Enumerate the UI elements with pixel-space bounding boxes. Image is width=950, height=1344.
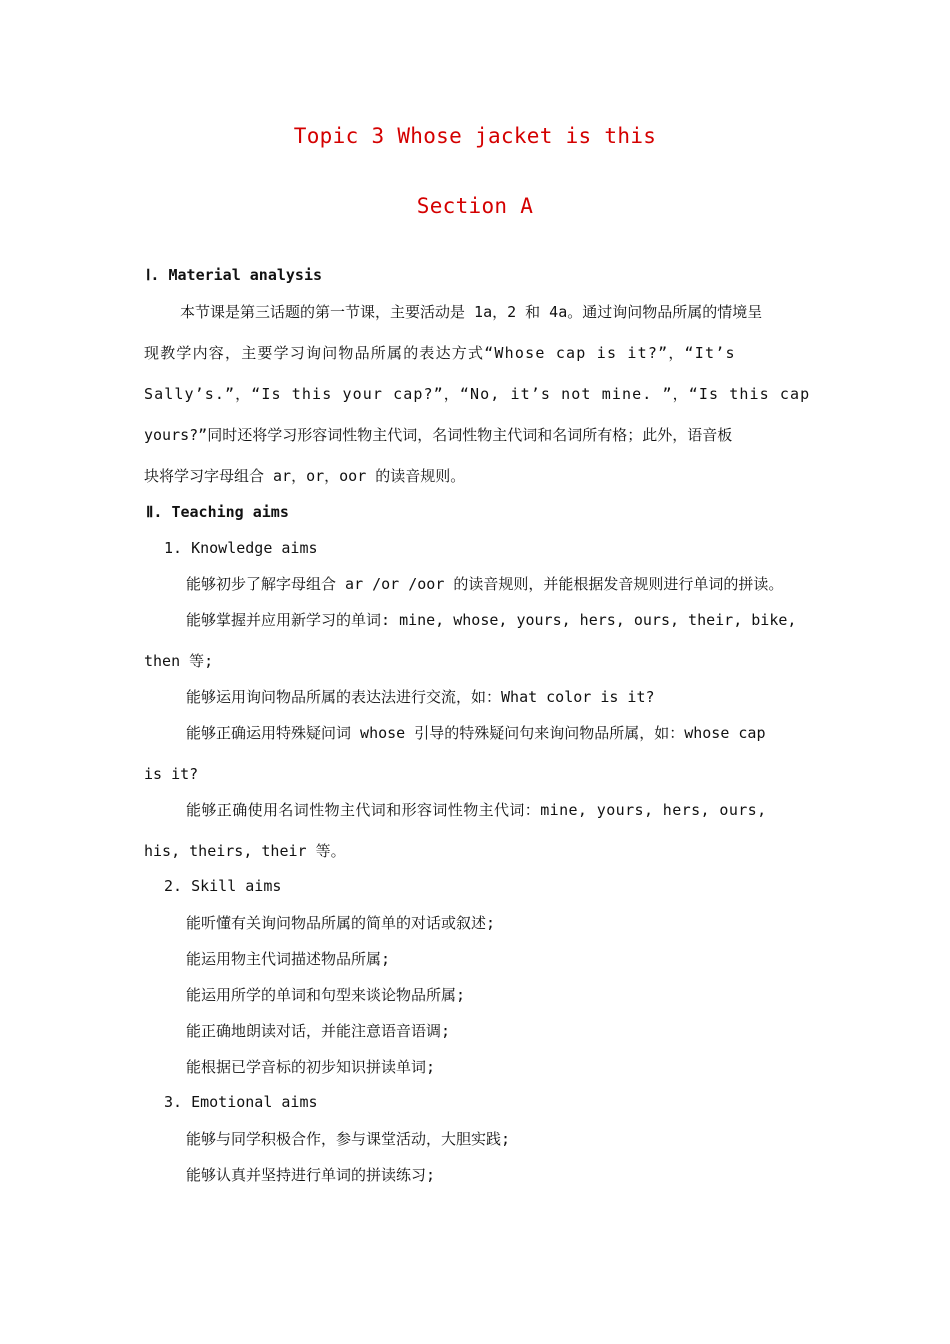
knowledge-line: 能够掌握并应用新学习的单词: mine, whose, yours, hers, ours, their, bike, — [186, 611, 797, 629]
knowledge-line: 能够运用询问物品所属的表达法进行交流，如：What color is it? — [186, 688, 655, 706]
knowledge-line: then 等; — [144, 652, 214, 670]
document-title: Topic 3 Whose jacket is this — [293, 124, 657, 148]
skill-line: 能运用物主代词描述物品所属; — [186, 950, 391, 968]
knowledge-line: 能够正确运用特殊疑问词 whose 引导的特殊疑问句来询问物品所属，如：whose cap — [186, 724, 766, 742]
material-line: 本节课是第三话题的第一节课，主要活动是 1a，2 和 4a。通过询问物品所属的情境呈 — [180, 303, 763, 321]
skill-line: 能正确地朗读对话，并能注意语音语调; — [186, 1022, 451, 1040]
knowledge-aims-label: 1. Knowledge aims — [164, 539, 318, 557]
material-line: yours?”同时还将学习形容词性物主代词，名词性物主代词和名词所有格；此外，语音板 — [144, 426, 733, 444]
knowledge-line: 能够正确使用名词性物主代词和形容词性物主代词：mine, yours, hers, ours, — [186, 801, 767, 819]
skill-aims-label: 2. Skill aims — [164, 877, 282, 895]
material-line: 现教学内容，主要学习询问物品所属的表达方式“Whose cap is it?”，“It’s — [144, 344, 736, 362]
skill-line: 能根据已学音标的初步知识拼读单词; — [186, 1058, 436, 1076]
knowledge-line: his, theirs, their 等。 — [144, 842, 346, 860]
emotional-line: 能够认真并坚持进行单词的拼读练习; — [186, 1166, 436, 1184]
knowledge-line: is it? — [144, 765, 199, 783]
skill-line: 能运用所学的单词和句型来谈论物品所属; — [186, 986, 466, 1004]
aims-heading: Ⅱ. Teaching aims — [146, 503, 289, 521]
section-title: Section A — [416, 194, 534, 218]
material-line: Sally’s.”，“Is this your cap?”，“No, it’s not mine. ”，“Is this cap — [144, 385, 811, 403]
emotional-aims-label: 3. Emotional aims — [164, 1093, 318, 1111]
material-line: 块将学习字母组合 ar，or，oor 的读音规则。 — [144, 467, 466, 485]
material-heading: Ⅰ. Material analysis — [146, 266, 323, 284]
knowledge-line: 能够初步了解字母组合 ar /or /oor 的读音规则，并能根据发音规则进行单词的拼读。 — [186, 575, 784, 593]
emotional-line: 能够与同学积极合作，参与课堂活动，大胆实践; — [186, 1130, 511, 1148]
skill-line: 能听懂有关询问物品所属的简单的对话或叙述; — [186, 914, 496, 932]
